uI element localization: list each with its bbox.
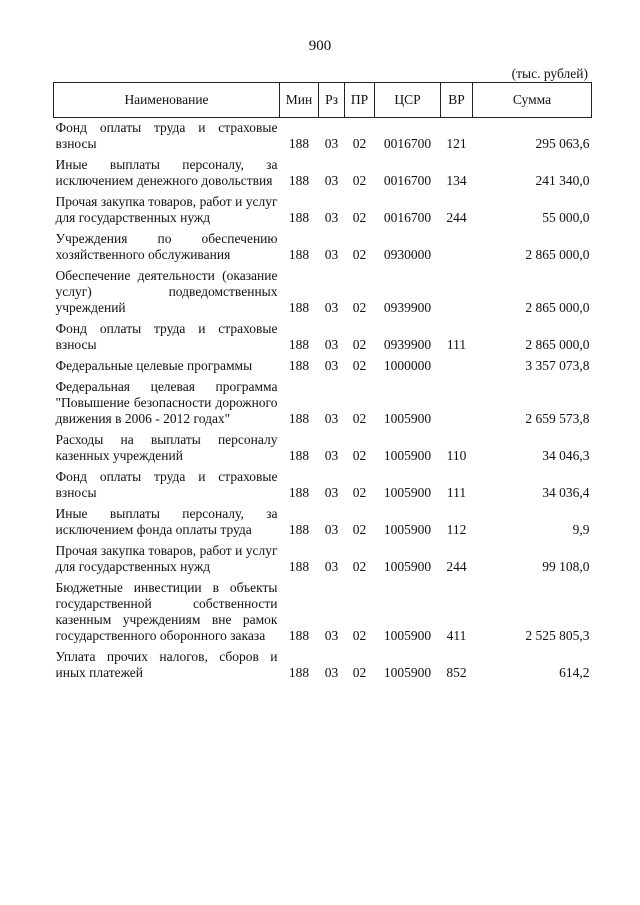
row-sum: 2 865 000,0 [525,300,590,315]
row-vr: 244 [446,210,467,225]
row-pr: 02 [352,522,367,537]
row-rz: 03 [324,136,339,151]
table-row [54,578,592,647]
row-rz: 03 [324,448,339,463]
row-sum: 9,9 [572,522,590,537]
row-min: 188 [288,136,310,151]
row-rz: 03 [324,300,339,315]
row-min: 188 [288,522,310,537]
row-sum: 34 036,4 [542,485,590,500]
row-rz: 03 [324,210,339,225]
table-row [54,319,592,356]
row-csr: 1000000 [383,358,432,373]
row-rz: 03 [324,337,339,352]
row-pr: 02 [352,337,367,352]
row-min: 188 [288,247,310,262]
table-row [54,229,592,266]
row-min: 188 [288,665,310,680]
row-sum: 99 108,0 [542,559,590,574]
row-vr: 244 [446,559,467,574]
table-row [54,504,592,541]
row-pr: 02 [352,628,367,643]
budget-table [53,82,592,684]
row-vr: 111 [446,485,467,500]
row-sum: 55 000,0 [542,210,590,225]
row-sum: 2 865 000,0 [525,337,590,352]
row-vr: 411 [446,628,467,643]
row-name: Фонд оплаты труда и страховые взносы [55,321,278,352]
row-min: 188 [288,559,310,574]
row-min: 188 [288,358,310,373]
row-pr: 02 [352,247,367,262]
row-vr [441,356,473,377]
row-vr [441,377,473,430]
row-csr: 0930000 [383,247,432,262]
row-name: Федеральная целевая программа "Повышение безопасности дорожного движения в 2006 - 2012 годах" [55,379,278,426]
row-csr: 1005900 [383,411,432,426]
row-vr: 852 [446,665,467,680]
row-csr: 0016700 [383,173,432,188]
header-name: Наименование [54,83,280,118]
table-row [54,647,592,684]
row-csr: 1005900 [383,485,432,500]
row-pr: 02 [352,411,367,426]
row-rz: 03 [324,173,339,188]
row-min: 188 [288,485,310,500]
row-pr: 02 [352,210,367,225]
page-number: 900 [308,38,332,54]
row-name: Фонд оплаты труда и страховые взносы [55,120,278,151]
row-name: Прочая закупка товаров, работ и услуг для государственных нужд [55,194,278,225]
header-csr: ЦСР [375,83,441,118]
row-rz: 03 [324,247,339,262]
row-rz: 03 [324,628,339,643]
row-vr: 110 [446,448,467,463]
table-row [54,192,592,229]
row-sum: 2 865 000,0 [525,247,590,262]
row-csr: 0939900 [383,300,432,315]
row-sum: 295 063,6 [535,136,590,151]
row-name: Учреждения по обеспечению хозяйственного обслуживания [55,231,278,262]
header-vr: ВР [441,83,473,118]
row-csr: 1005900 [383,628,432,643]
row-pr: 02 [352,300,367,315]
units-caption: (тыс. рублей) [511,66,588,81]
header-sum: Сумма [473,83,592,118]
row-min: 188 [288,411,310,426]
table-row [54,155,592,192]
row-rz: 03 [324,485,339,500]
row-min: 188 [288,210,310,225]
header-rz: Рз [319,83,345,118]
row-vr [441,266,473,319]
row-csr: 1005900 [383,559,432,574]
row-min: 188 [288,337,310,352]
table-header [54,83,592,118]
row-csr: 0016700 [383,210,432,225]
row-rz: 03 [324,358,339,373]
row-name: Обеспечение деятельности (оказание услуг) подведомственных учреждений [55,268,278,315]
row-vr: 111 [446,337,467,352]
row-pr: 02 [352,173,367,188]
table-row [54,430,592,467]
table-row [54,266,592,319]
row-pr: 02 [352,485,367,500]
table-row [54,356,592,377]
row-csr: 1005900 [383,665,432,680]
row-min: 188 [288,173,310,188]
row-name: Иные выплаты персоналу, за исключением фонда оплаты труда [55,506,278,537]
table-row [54,118,592,156]
row-pr: 02 [352,559,367,574]
row-pr: 02 [352,665,367,680]
table-row [54,467,592,504]
row-name: Прочая закупка товаров, работ и услуг для государственных нужд [55,543,278,574]
row-name: Иные выплаты персоналу, за исключением денежного довольствия [55,157,278,188]
header-pr: ПР [345,83,375,118]
row-name: Расходы на выплаты персоналу казенных учреждений [55,432,278,463]
row-pr: 02 [352,136,367,151]
row-name: Бюджетные инвестиции в объекты государственной собственности казенным учреждениям вне рамок государственного оборонного заказа [55,580,278,643]
table-row [54,377,592,430]
row-sum: 241 340,0 [535,173,590,188]
row-name: Уплата прочих налогов, сборов и иных платежей [55,649,278,680]
row-name: Фонд оплаты труда и страховые взносы [55,469,278,500]
row-sum: 34 046,3 [542,448,590,463]
row-sum: 2 659 573,8 [525,411,590,426]
row-csr: 1005900 [383,522,432,537]
row-pr: 02 [352,358,367,373]
row-vr [441,229,473,266]
row-min: 188 [288,448,310,463]
table-row [54,541,592,578]
row-rz: 03 [324,522,339,537]
row-sum: 2 525 805,3 [525,628,590,643]
row-csr: 0016700 [383,136,432,151]
row-rz: 03 [324,665,339,680]
row-name: Федеральные целевые программы [55,358,253,373]
row-sum: 3 357 073,8 [525,358,590,373]
row-sum: 614,2 [559,665,590,680]
row-csr: 0939900 [383,337,432,352]
row-vr: 134 [446,173,467,188]
row-vr: 112 [446,522,467,537]
row-pr: 02 [352,448,367,463]
header-min: Мин [280,83,319,118]
row-rz: 03 [324,411,339,426]
row-vr: 121 [446,136,467,151]
row-min: 188 [288,628,310,643]
row-csr: 1005900 [383,448,432,463]
row-min: 188 [288,300,310,315]
row-rz: 03 [324,559,339,574]
